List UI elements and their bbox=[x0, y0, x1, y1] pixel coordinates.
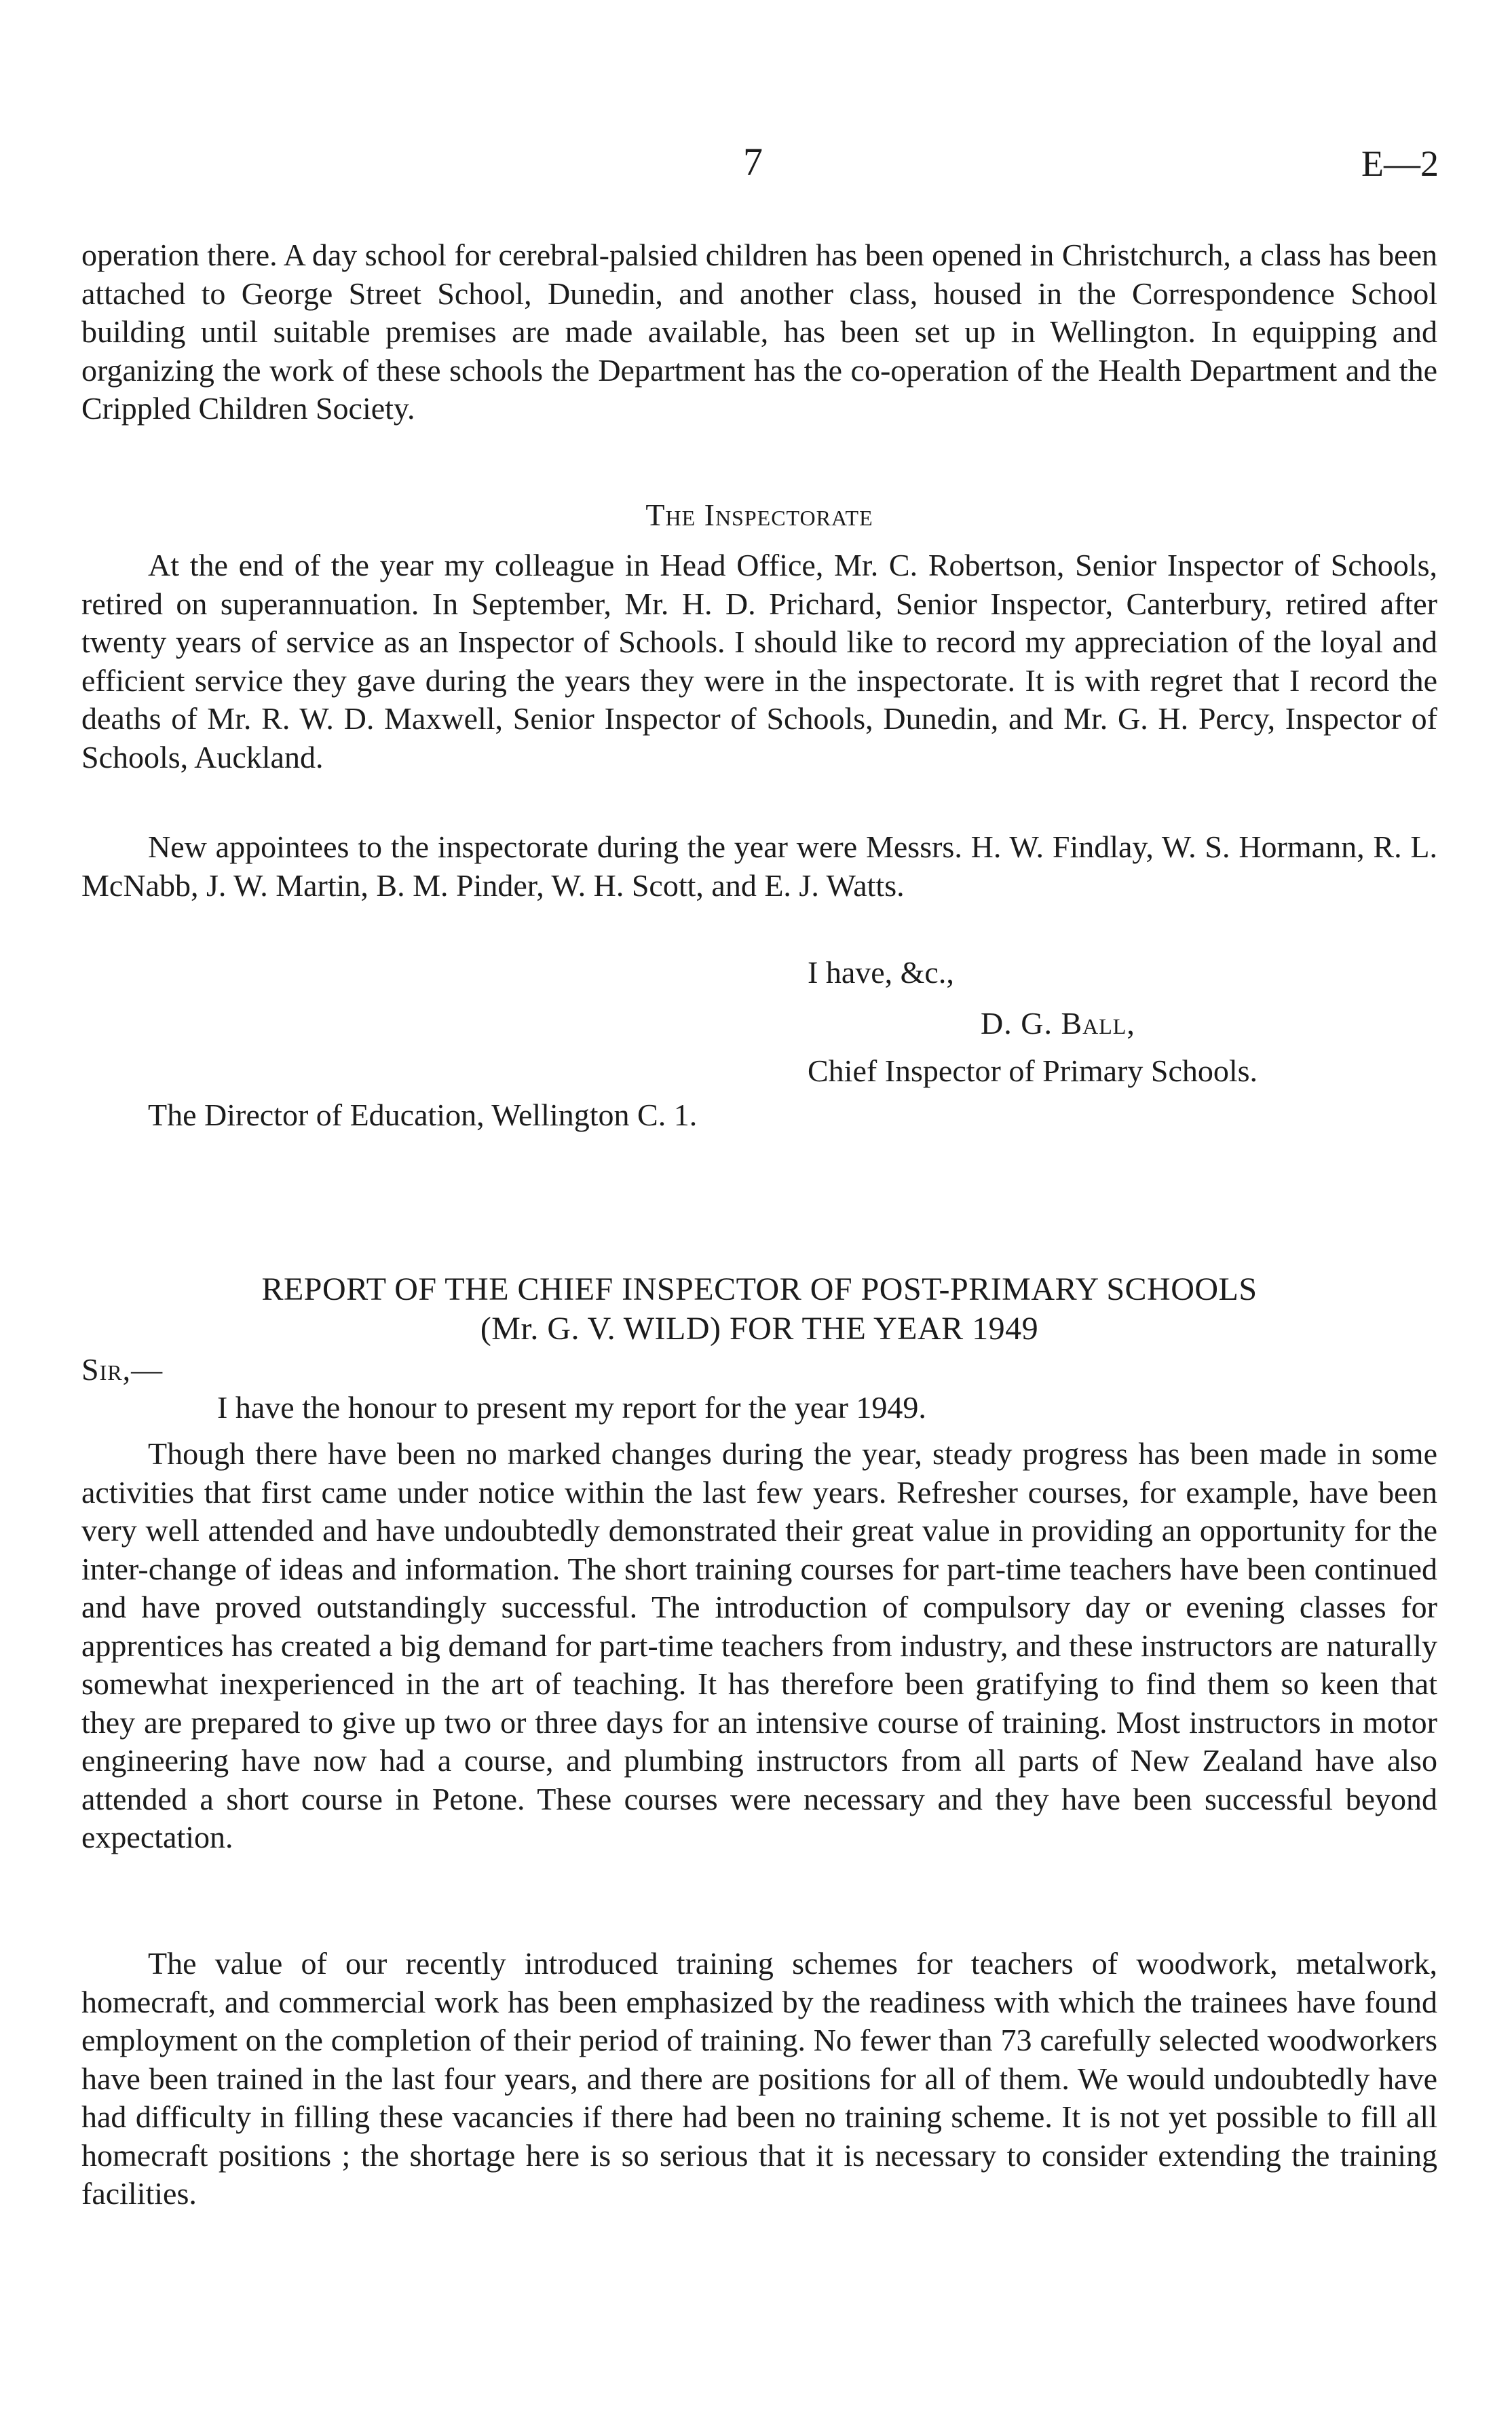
document-code: E—2 bbox=[1361, 143, 1439, 184]
signoff-closing: I have, &c., bbox=[808, 955, 954, 990]
page-number: 7 bbox=[743, 140, 763, 184]
report-paragraph-2: The value of our recently introduced training schemes for teachers of woodwork, metalwork, homecraft, and commercial work has been emphasized by the readiness with which the trainees have found employment on the completion of their period of training. No fewer than 73 carefully selected woodworkers have been trained in the last four years, and there are positions for all of them. We would undoubtedly have had difficulty in filling these vacancies if there had been no training scheme. It is not yet possible to fill all homecraft positions ; the shortage here is so serious that it is necessary to consider extending the training facilities. bbox=[81, 1946, 1437, 2211]
report-paragraph-1: Though there have been no marked changes during the year, steady progress has been made in some activities that first came under notice within the last few years. Refresher courses, for example, have been very well attended and have undoubtedly demonstrated their great value in providing an opportunity for the inter-change of ideas and information. The short training courses for part-time teachers have been continued and have proved outstandingly successful. The introduction of compulsory day or evening classes for apprentices has created a big demand for part-time teachers from industry, and these instructors are naturally somewhat inexperienced in the art of teaching. It has therefore been gratifying to find them so keen that they are prepared to give up two or three days for an intensive course of training. Most instructors in motor engineering have now had a course, and plumbing instructors from all parts of New Zealand have also attended a short course in Petone. These courses were necessary and they have been successful beyond expectation. bbox=[81, 1436, 1437, 1854]
inspectorate-paragraph-1: At the end of the year my colleague in Head Office, Mr. C. Robertson, Senior Inspector of Schools, retired on superannuation. In September, Mr. H. D. Prichard, Senior Inspector, Canterbury, retired after twenty years of service as an Inspector of Schools. I should like to record my appreciation of the loyal and efficient service they gave during the years they were in the inspectorate. It is with regret that I record the deaths of Mr. R. W. D. Maxwell, Senior Inspector of Schools, Dunedin, and Mr. G. H. Percy, Inspector of Schools, Auckland. bbox=[81, 548, 1437, 774]
report-title-line-1: REPORT OF THE CHIEF INSPECTOR OF POST-PRIMARY SCHOOLS bbox=[261, 1271, 1258, 1307]
signoff-title: Chief Inspector of Primary Schools. bbox=[808, 1053, 1258, 1088]
signoff-name: D. G. Ball, bbox=[981, 1006, 1135, 1041]
intro-paragraph: operation there. A day school for cerebral-palsied children has been opened in Christchurch, a class has been attached to George Street School, Dunedin, and another class, housed in the Correspondence School building until suitable premises are made available, has been set up in Wellington. In equipping and organizing the work of these schools the Department has the co-operation of the Health Department and the Crippled Children Society. bbox=[81, 238, 1437, 426]
report-title-line-2: (Mr. G. V. WILD) FOR THE YEAR 1949 bbox=[480, 1311, 1039, 1347]
section-heading-inspectorate: The Inspectorate bbox=[645, 498, 873, 532]
inspectorate-paragraph-2: New appointees to the inspectorate during the year were Messrs. H. W. Findlay, W. S. Hormann, R. L. McNabb, J. W. Martin, B. M. Pinder, W. H. Scott, and E. J. Watts. bbox=[81, 829, 1437, 903]
opening-line: I have the honour to present my report for the year 1949. bbox=[217, 1390, 926, 1425]
signoff-addressee: The Director of Education, Wellington C. 1. bbox=[148, 1098, 698, 1132]
salutation: Sir,— bbox=[81, 1352, 164, 1387]
